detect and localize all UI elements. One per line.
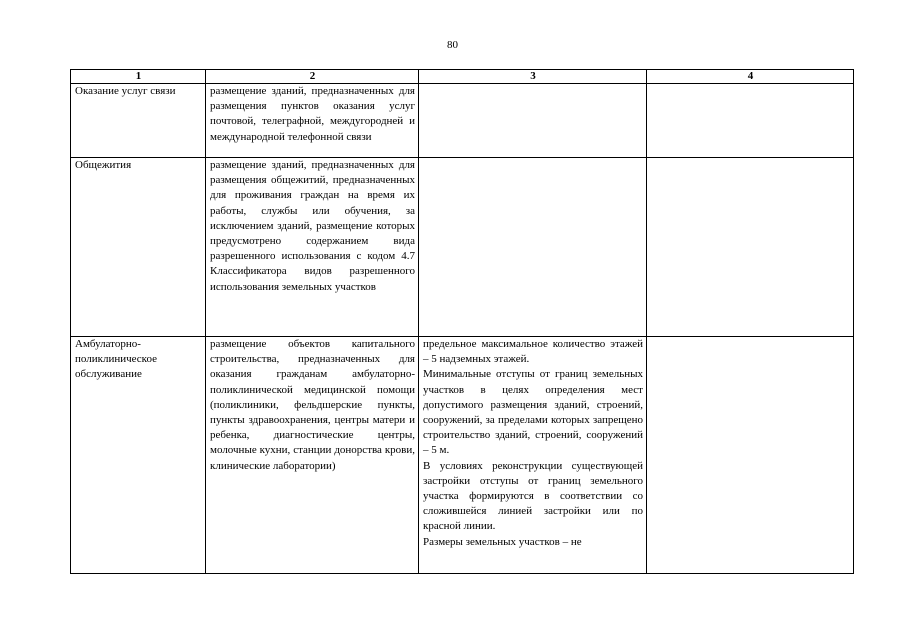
column-header-1: 1 <box>71 70 206 84</box>
use-name-cell: Оказание услуг связи <box>71 84 206 158</box>
parameters-cell <box>419 84 647 158</box>
column-header-3: 3 <box>419 70 647 84</box>
regulations-table <box>70 69 854 574</box>
restrictions-cell <box>647 84 854 158</box>
parameters-cell <box>419 158 647 337</box>
parameters-cell <box>419 337 647 574</box>
column-header-2: 2 <box>206 70 419 84</box>
restrictions-cell <box>647 337 854 574</box>
table-row <box>71 84 854 158</box>
restrictions-cell <box>647 158 854 337</box>
parameter-paragraph: Минимальные отступы от границ земельных участков в целях определения мест допустимого размещения зданий, строений, сооружений, за пределами которых запрещено строительство зданий, строений, сооружений – 5 м. <box>423 368 643 457</box>
use-description-cell: размещение зданий, предназначенных для размещения общежитий, предназначенных для проживания граждан на время их работы, службы или обучения, за исключением зданий, размещение которых предусмотрено содержанием вида разрешенного использования с кодом 4.7 Классификатора видов разрешенного использования земельных участков <box>206 158 419 337</box>
use-description-cell: размещение объектов капитального строительства, предназначенных для оказания гражданам амбулаторно-поликлинической медицинской помощи (поликлиники, фельдшерские пункты, пункты здравоохранения, центры матери и ребенка, диагностические центры, молочные кухни, станции донорства крови, клинические лаборатории) <box>206 337 419 574</box>
use-name-cell: Общежития <box>71 158 206 337</box>
parameter-paragraph: В условиях реконструкции существующей застройки отступы от границ земельного участка формируются в соответствии со сложившейся линией застройки или по красной линии. <box>423 459 643 533</box>
parameter-paragraph: Размеры земельных участков – не <box>423 535 582 548</box>
table-row <box>71 337 854 574</box>
use-name-cell: Амбулаторно-поликлиническое обслуживание <box>71 337 206 574</box>
use-description-cell: размещение зданий, предназначенных для размещения пунктов оказания услуг почтовой, телеграфной, междугородней и международной телефонной связи <box>206 84 419 158</box>
column-header-4: 4 <box>647 70 854 84</box>
table-row <box>71 158 854 337</box>
table-header-row <box>71 70 854 84</box>
parameter-paragraph: предельное максимальное количество этажей – 5 надземных этажей. <box>423 338 643 366</box>
page-number: 80 <box>447 39 458 51</box>
